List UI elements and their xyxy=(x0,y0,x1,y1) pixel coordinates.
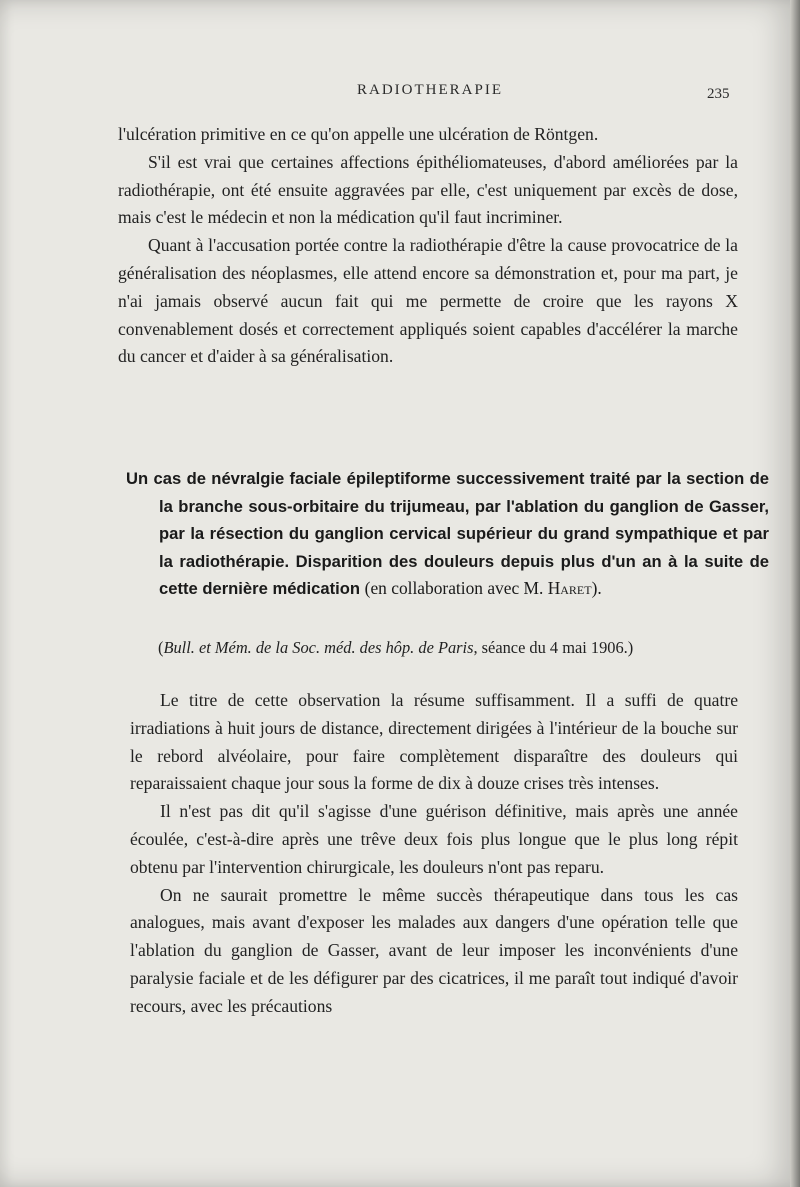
source-citation: (Bull. et Mém. de la Soc. méd. des hôp. de Paris, séance du 4 mai 1906.) xyxy=(158,638,634,657)
page-number: 235 xyxy=(707,86,730,102)
paragraph: On ne saurait promettre le même succès thérapeutique dans tous les cas analogues, mais avant d'exposer les malades aux dangers d'une opération telle que l'ablation du ganglion de Gasser, avant de leur imposer les inconvénients d'une paralysie faciale et de les défigurer par des cicatrices, il me paraît tout indiqué d'avoir recours, avec les précautions xyxy=(130,884,738,1016)
paragraph: Le titre de cette observation la résume suffisamment. Il a suffi de quatre irradiations à huit jours de distance, directement dirigées à l'intérieur de la bouche sur le rebord alvéolaire, pour faire complètement disparaître des douleurs qui reparaissaient chaque jour sous la forme de dix à douze crises très intenses. xyxy=(130,690,738,794)
paragraph: Il n'est pas dit qu'il s'agisse d'une guérison définitive, mais après une année écoulée, c'est-à-dire après une trêve deux fois plus longue que le plus long répit obtenu par l'intervention chirurgicale, les douleurs n'ont pas reparu. xyxy=(130,801,738,877)
author-name: Haret xyxy=(547,578,592,598)
page-header xyxy=(0,82,800,112)
collaboration-note: (en collaboration avec M. Haret). xyxy=(364,578,602,598)
article-title-text: Un cas de névralgie faciale épileptiforme successivement traité par la section de la branche sous-orbitaire du trijumeau, par l'ablation du ganglion de Gasser, par la résection du ganglion cervical supérieur du grand sympathique et par la radiothérapie. Disparition des douleurs depuis plus d'un an à la suite de cette dernière médication xyxy=(126,469,769,598)
body-text-top xyxy=(118,121,738,371)
article-title xyxy=(126,465,769,603)
page-edge-shadow xyxy=(790,0,800,1187)
running-title: RADIOTHERAPIE xyxy=(357,82,503,98)
paragraph: S'il est vrai que certaines affections épithéliomateuses, d'abord améliorées par la radiothérapie, ont été ensuite aggravées par elle, c'est uniquement par excès de dose, mais c'est le médecin et non la médication qu'il faut incriminer. xyxy=(118,151,738,228)
paragraph: Quant à l'accusation portée contre la radiothérapie d'être la cause provocatrice de la généralisation des néoplasmes, elle attend encore sa démonstration et, pour ma part, je n'ai jamais observé aucun fait qui me permette de croire que les rayons X convenablement dosés et correctement appliqués soient capables d'accélérer la marche du cancer et d'aider à sa généralisation. xyxy=(118,235,738,367)
body-text-bottom xyxy=(130,687,738,1021)
journal-name: Bull. et Mém. de la Soc. méd. des hôp. de Paris xyxy=(163,638,474,657)
paragraph: l'ulcération primitive en ce qu'on appelle une ulcération de Röntgen. xyxy=(118,124,599,144)
